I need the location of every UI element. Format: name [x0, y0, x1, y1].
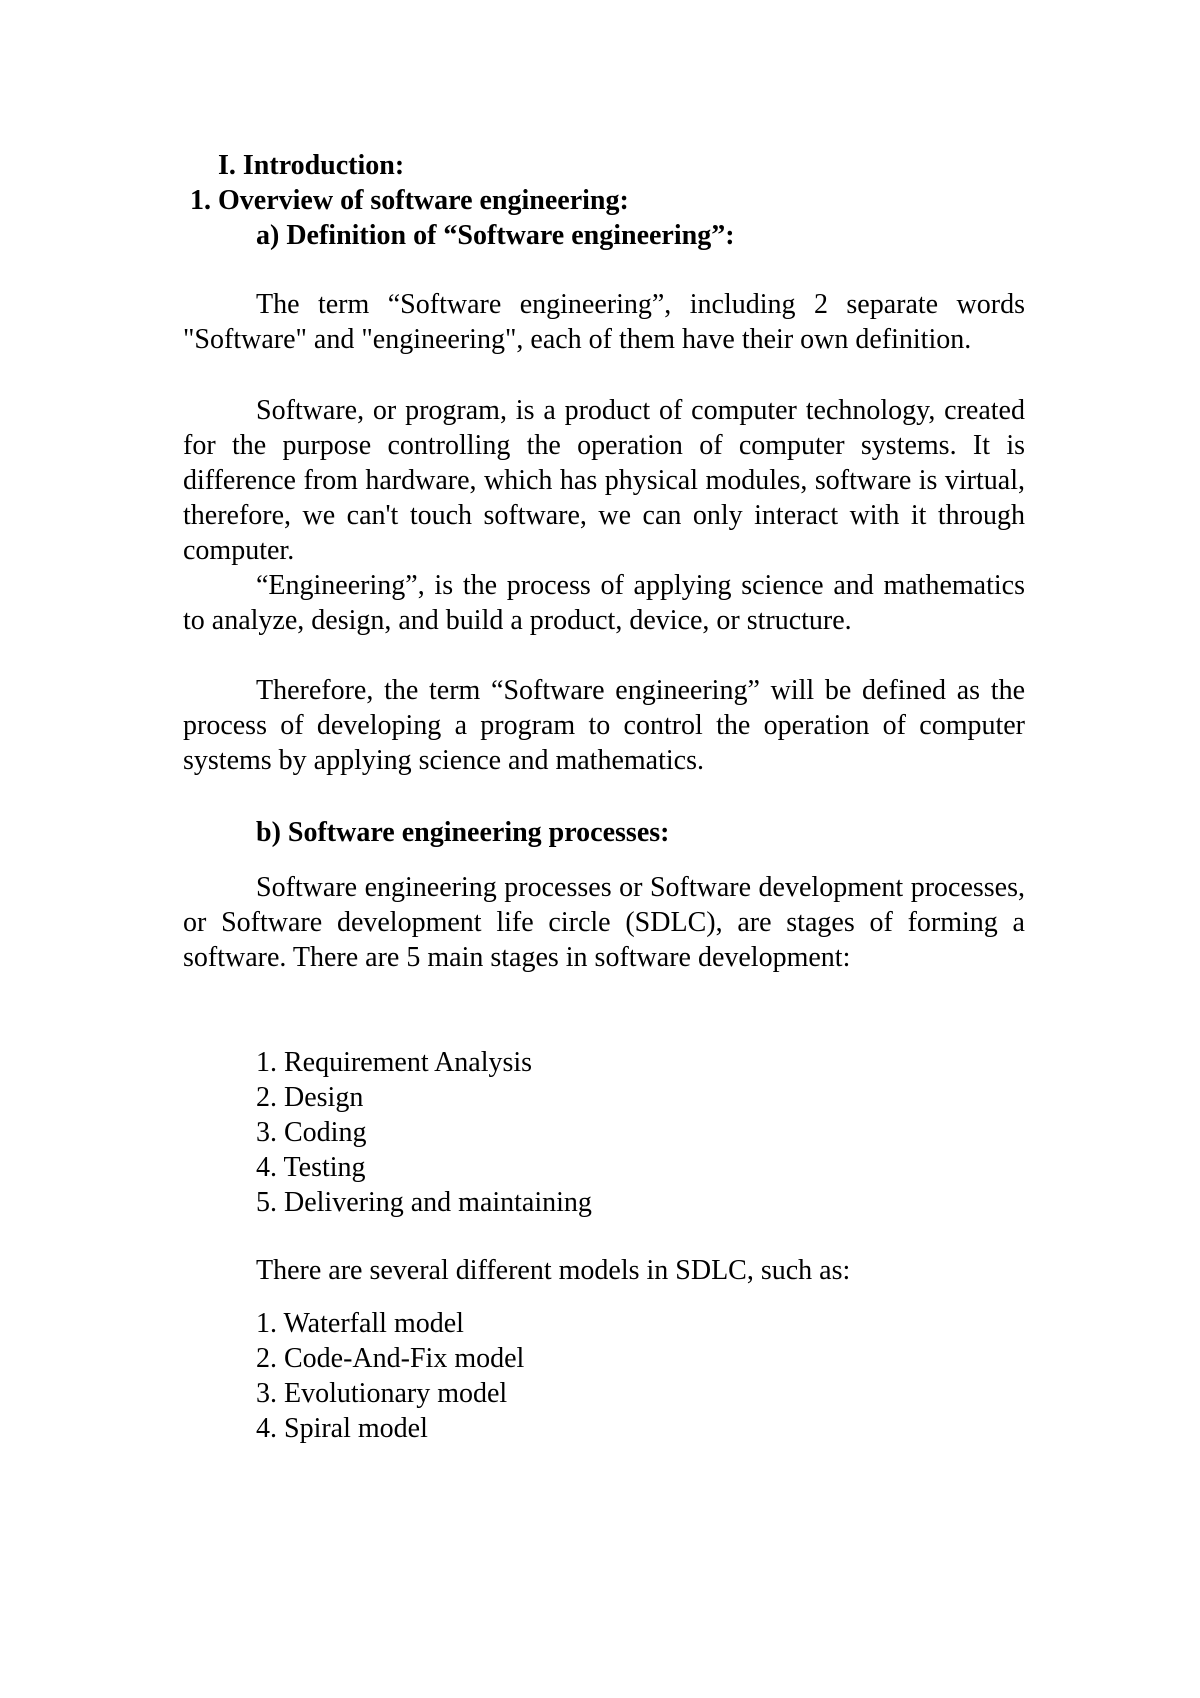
models-list [256, 1306, 524, 1446]
conclusion-paragraph: Therefore, the term “Software engineering” will be defined as the process of developing a program to control the operation of computer systems by applying science and mathematics. [183, 675, 1025, 776]
list-item: 2. Design [256, 1082, 364, 1113]
stages-list [256, 1045, 592, 1220]
definition-paragraph: The term “Software engineering”, including 2 separate words "Software" and "engineering", each of them have their own definition. [183, 289, 1025, 355]
list-item: 4. Testing [256, 1152, 366, 1183]
processes-heading: b) Software engineering processes: [256, 817, 670, 848]
engineering-paragraph: “Engineering”, is the process of applying science and mathematics to analyze, design, and build a product, device, or structure. [183, 570, 1025, 636]
list-item: 1. Requirement Analysis [256, 1047, 533, 1078]
processes-paragraph: Software engineering processes or Software development processes, or Software development life circle (SDLC), are stages of forming a software. There are 5 main stages in software development: [183, 872, 1025, 973]
list-item: 3. Evolutionary model [256, 1378, 508, 1409]
list-item: 5. Delivering and maintaining [256, 1187, 592, 1218]
software-paragraph: Software, or program, is a product of computer technology, created for the purpose controlling the operation of computer systems. It is difference from hardware, which has physical modules, software is virtual, therefore, we can't touch software, we can only interact with it through computer. [183, 395, 1025, 566]
section-heading: I. Introduction: [218, 150, 405, 181]
list-item: 2. Code-And-Fix model [256, 1343, 525, 1374]
list-item: 3. Coding [256, 1117, 367, 1148]
list-item: 1. Waterfall model [256, 1308, 464, 1339]
definition-heading: a) Definition of “Software engineering”: [256, 220, 735, 251]
subsection-heading: 1. Overview of software engineering: [190, 185, 629, 216]
list-item: 4. Spiral model [256, 1413, 428, 1444]
models-intro: There are several different models in SDLC, such as: [256, 1255, 851, 1286]
